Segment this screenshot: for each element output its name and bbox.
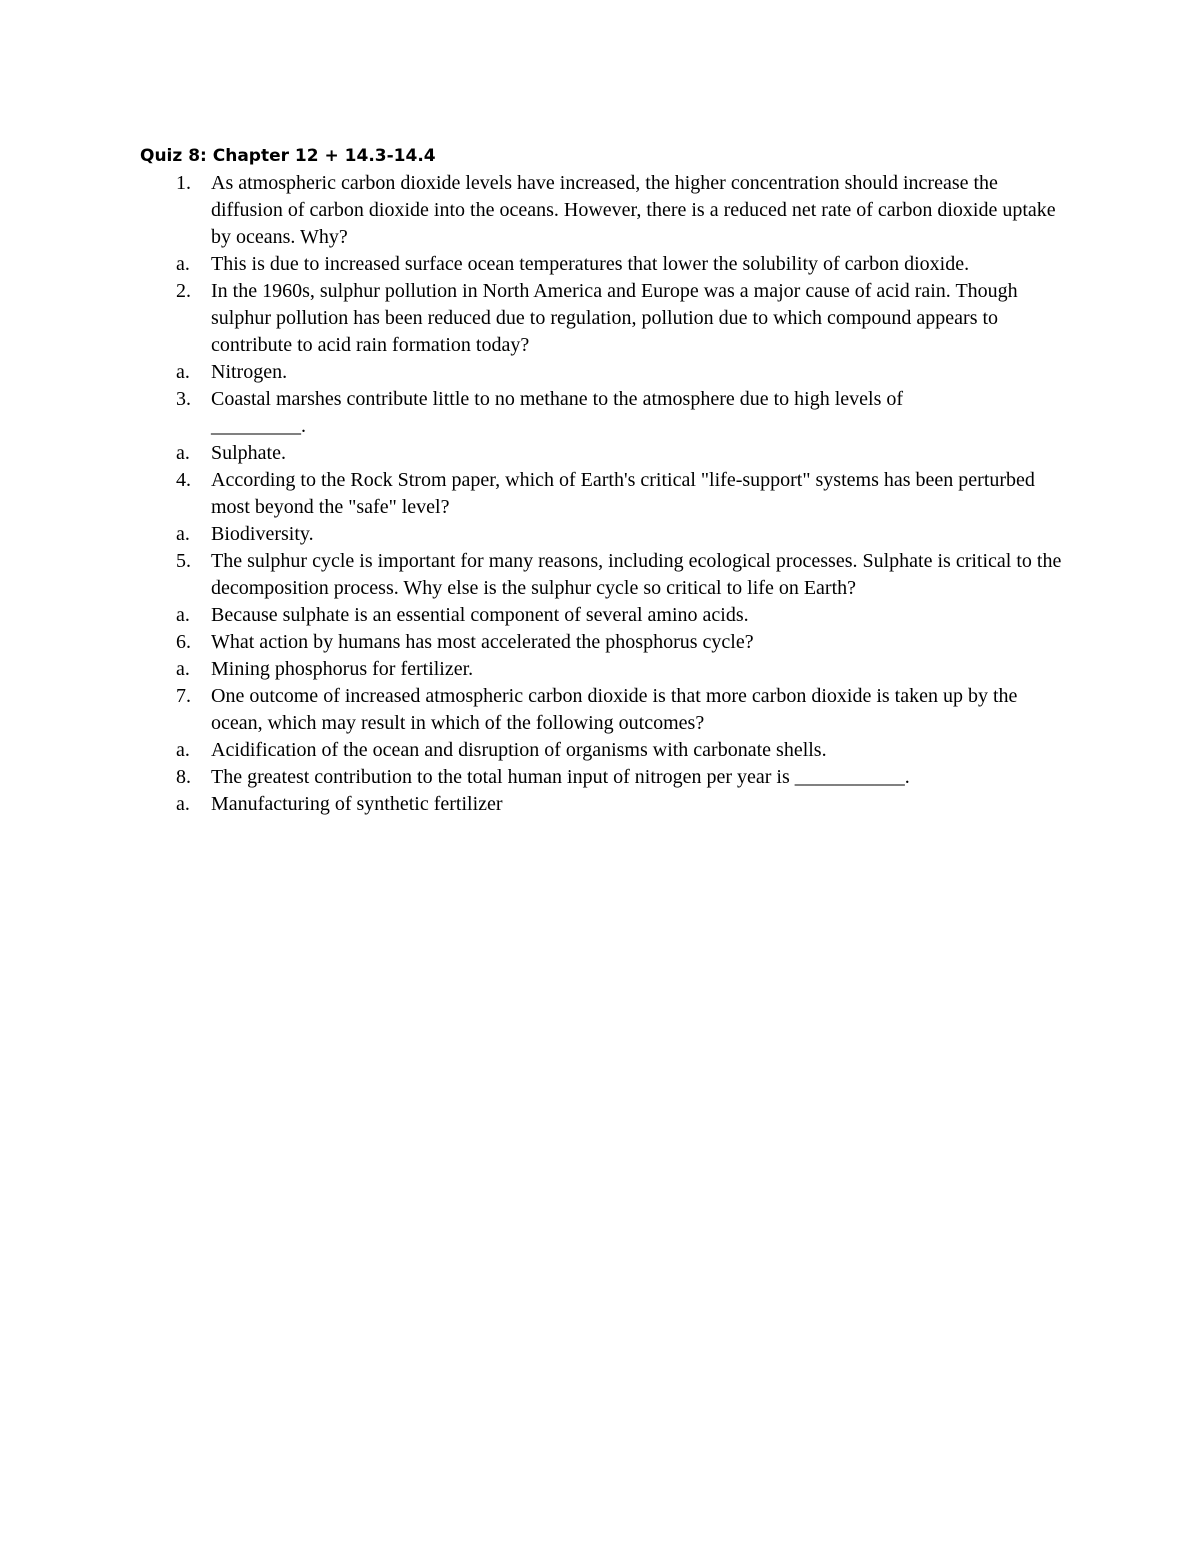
question-number: 6. — [176, 631, 191, 653]
question-number: 5. — [176, 550, 191, 572]
question-item — [140, 170, 1070, 278]
question-text: One outcome of increased atmospheric carbon dioxide is that more carbon dioxide is taken up by the ocean, which may result in which of the following outcomes? — [211, 685, 1018, 734]
question-text: Coastal marshes contribute little to no methane to the atmosphere due to high levels of — [211, 388, 904, 410]
answer-text: Nitrogen. — [211, 361, 288, 383]
answer-4 — [140, 521, 1070, 548]
document-content — [140, 143, 1070, 818]
question-item — [140, 467, 1070, 548]
question-item — [140, 548, 1070, 629]
answer-3 — [140, 440, 1070, 467]
question-item — [140, 629, 1070, 683]
answer-letter: a. — [176, 361, 190, 383]
answer-text: Mining phosphorus for fertilizer. — [211, 658, 474, 680]
question-number: 3. — [176, 388, 191, 410]
answer-letter: a. — [176, 253, 190, 275]
question-4 — [140, 467, 1070, 521]
answer-5 — [140, 602, 1070, 629]
answer-8 — [140, 791, 1070, 818]
question-number: 1. — [176, 172, 191, 194]
answer-text: Manufacturing of synthetic fertilizer — [211, 793, 503, 815]
question-2 — [140, 278, 1070, 359]
question-item — [140, 764, 1070, 818]
question-6 — [140, 629, 1070, 656]
question-3 — [140, 386, 1070, 440]
answer-text: Biodiversity. — [211, 523, 314, 545]
answer-letter: a. — [176, 739, 190, 761]
answer-6 — [140, 656, 1070, 683]
question-text: The greatest contribution to the total human input of nitrogen per year is ___________. — [211, 766, 910, 788]
question-number: 8. — [176, 766, 191, 788]
question-5 — [140, 548, 1070, 602]
fill-in-blank: _________. — [211, 415, 306, 437]
question-7 — [140, 683, 1070, 737]
answer-1 — [140, 251, 1070, 278]
answer-text: This is due to increased surface ocean temperatures that lower the solubility of carbon dioxide. — [211, 253, 970, 275]
question-text: According to the Rock Strom paper, which of Earth's critical "life-support" systems has been perturbed most beyond the "safe" level? — [211, 469, 1035, 518]
question-text: The sulphur cycle is important for many reasons, including ecological processes. Sulphate is critical to the decomposition process. Why else is the sulphur cycle so critical to life on Earth? — [211, 550, 1062, 599]
question-item — [140, 683, 1070, 764]
answer-7 — [140, 737, 1070, 764]
question-number: 4. — [176, 469, 191, 491]
question-item — [140, 386, 1070, 467]
question-1 — [140, 170, 1070, 251]
question-text: What action by humans has most accelerated the phosphorus cycle? — [211, 631, 754, 653]
answer-letter: a. — [176, 793, 190, 815]
question-list — [140, 170, 1070, 818]
question-text: As atmospheric carbon dioxide levels have increased, the higher concentration should increase the diffusion of carbon dioxide into the oceans. However, there is a reduced net rate of carbon dioxide uptake by oceans. Why? — [211, 172, 1056, 248]
answer-2 — [140, 359, 1070, 386]
answer-letter: a. — [176, 523, 190, 545]
quiz-title: Quiz 8: Chapter 12 + 14.3-14.4 — [140, 146, 436, 166]
answer-text: Sulphate. — [211, 442, 286, 464]
answer-letter: a. — [176, 604, 190, 626]
question-number: 2. — [176, 280, 191, 302]
question-number: 7. — [176, 685, 191, 707]
question-item — [140, 278, 1070, 386]
answer-text: Because sulphate is an essential component of several amino acids. — [211, 604, 749, 626]
answer-letter: a. — [176, 658, 190, 680]
question-text: In the 1960s, sulphur pollution in North America and Europe was a major cause of acid rain. Though sulphur pollution has been reduced due to regulation, pollution due to which compound appears to contribute to acid rain formation today? — [211, 280, 1018, 356]
question-8 — [140, 764, 1070, 791]
answer-letter: a. — [176, 442, 190, 464]
answer-text: Acidification of the ocean and disruption of organisms with carbonate shells. — [211, 739, 827, 761]
